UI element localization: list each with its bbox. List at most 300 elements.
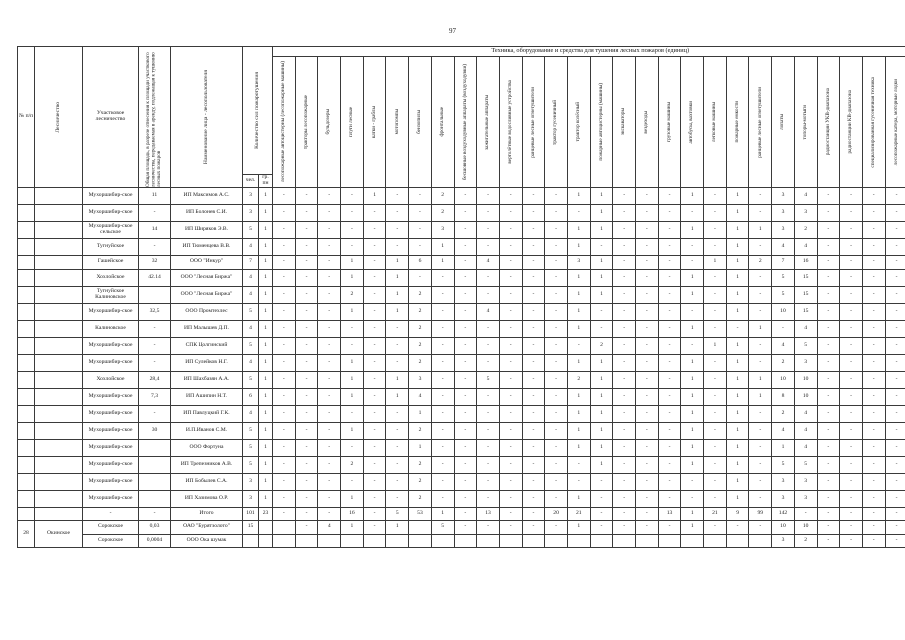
row-equipment-18: - [681, 473, 704, 490]
row-equipment-18: - [681, 337, 704, 354]
row-equipment-23: 10 [794, 521, 817, 535]
row-equipment-27: - [885, 534, 905, 548]
row-equipment-17: - [658, 456, 681, 473]
row-equipment-4: - [363, 256, 386, 270]
row-equipment-24: - [817, 405, 840, 422]
row-lessee: Итого [171, 507, 243, 521]
row-equipment-15: - [613, 456, 636, 473]
row-equipment-24: - [817, 456, 840, 473]
row-equipment-8: - [454, 205, 477, 222]
row-equipment-16: - [636, 490, 659, 507]
row-forestry [35, 388, 83, 405]
row-equipment-21: - [749, 439, 772, 456]
row-equipment-5: 1 [386, 388, 409, 405]
row-equipment-3: - [341, 439, 364, 456]
row-equipment-10: - [499, 269, 522, 286]
row-equipment-16: - [636, 286, 659, 303]
row-groups: 1 [259, 405, 273, 422]
row-equipment-7: - [431, 269, 454, 286]
row-equipment-24: - [817, 269, 840, 286]
row-equipment-3: - [341, 188, 364, 205]
row-groups: 1 [259, 439, 273, 456]
row-equipment-14: 1 [590, 286, 613, 303]
row-equipment-6: 2 [409, 456, 432, 473]
row-equipment-16: - [636, 405, 659, 422]
row-equipment-24: - [817, 303, 840, 320]
row-equipment-7 [431, 534, 454, 548]
row-equipment-5: - [386, 222, 409, 239]
table-row [18, 405, 905, 422]
row-forestry [35, 286, 83, 303]
row-people: 5 [243, 439, 259, 456]
row-equipment-3: 1 [341, 269, 364, 286]
row-equipment-0: - [273, 473, 296, 490]
row-equipment-2: - [318, 320, 341, 337]
row-equipment-11: - [522, 371, 545, 388]
row-equipment-22: 10 [772, 371, 795, 388]
row-equipment-4: - [363, 303, 386, 320]
row-num [18, 490, 35, 507]
row-equipment-1: - [295, 388, 318, 405]
row-equipment-12: - [545, 337, 568, 354]
header-equipment-22: лопаты [772, 57, 795, 188]
row-equipment-24: - [817, 239, 840, 256]
row-equipment-2: - [318, 388, 341, 405]
row-groups: 1 [259, 286, 273, 303]
row-equipment-8: - [454, 222, 477, 239]
row-equipment-1: - [295, 405, 318, 422]
header-forces-groups: гр. пн [259, 175, 273, 188]
header-equipment-27: лесопожарные катера, моторные лодки [885, 57, 905, 188]
row-equipment-16 [636, 534, 659, 548]
row-equipment-27: - [885, 521, 905, 535]
row-equipment-13 [567, 534, 590, 548]
row-equipment-13: 1 [567, 388, 590, 405]
row-equipment-5: - [386, 239, 409, 256]
row-num: 28 [18, 521, 35, 548]
row-equipment-11: - [522, 269, 545, 286]
row-lessee: ООО "Лесная Биржа" [171, 286, 243, 303]
row-equipment-25: - [840, 371, 863, 388]
row-equipment-21: - [749, 405, 772, 422]
row-equipment-25: - [840, 354, 863, 371]
row-equipment-21: 1 [749, 388, 772, 405]
row-num [18, 286, 35, 303]
row-district: Мухоршибир-ское [83, 303, 139, 320]
row-equipment-6: 2 [409, 320, 432, 337]
row-equipment-13: 1 [567, 239, 590, 256]
row-equipment-11: - [522, 507, 545, 521]
row-equipment-16: - [636, 507, 659, 521]
row-equipment-2: - [318, 490, 341, 507]
row-equipment-0: - [273, 354, 296, 371]
row-equipment-18: - [681, 490, 704, 507]
row-equipment-26: - [862, 473, 885, 490]
header-equipment-3: плуги лесные [341, 57, 364, 188]
row-equipment-1: - [295, 507, 318, 521]
row-equipment-16: - [636, 188, 659, 205]
row-equipment-13: 3 [567, 256, 590, 270]
row-equipment-1: - [295, 490, 318, 507]
row-equipment-23: 15 [794, 303, 817, 320]
row-equipment-24: - [817, 534, 840, 548]
row-equipment-22: 1 [772, 439, 795, 456]
row-equipment-6: 1 [409, 405, 432, 422]
row-equipment-15: - [613, 507, 636, 521]
row-equipment-18: 1 [681, 521, 704, 535]
row-groups: 23 [259, 507, 273, 521]
row-equipment-21: - [749, 205, 772, 222]
row-equipment-25: - [840, 388, 863, 405]
row-equipment-26: - [862, 337, 885, 354]
row-equipment-22: 3 [772, 473, 795, 490]
row-equipment-25: - [840, 205, 863, 222]
header-equipment-4: катки - граблы [363, 57, 386, 188]
table-row [18, 507, 905, 521]
row-num [18, 188, 35, 205]
row-lessee: ООО Ока шумак [171, 534, 243, 548]
row-equipment-22: 3 [772, 188, 795, 205]
row-equipment-26: - [862, 222, 885, 239]
row-equipment-11: - [522, 256, 545, 270]
row-equipment-10: - [499, 473, 522, 490]
row-equipment-26: - [862, 534, 885, 548]
row-equipment-19: 1 [704, 256, 727, 270]
row-equipment-22: 4 [772, 239, 795, 256]
row-equipment-19: - [704, 456, 727, 473]
row-equipment-10: - [499, 320, 522, 337]
row-equipment-12: - [545, 521, 568, 535]
row-equipment-19: - [704, 188, 727, 205]
row-district: Мухоршибир-ское [83, 405, 139, 422]
row-equipment-9: - [477, 439, 500, 456]
row-equipment-6: - [409, 222, 432, 239]
row-equipment-0: - [273, 239, 296, 256]
row-equipment-3: 1 [341, 303, 364, 320]
row-equipment-14 [590, 534, 613, 548]
row-forestry [35, 205, 83, 222]
header-row-1 [18, 47, 905, 57]
header-equipment-17: грузовые машины [658, 57, 681, 188]
row-equipment-3: - [341, 405, 364, 422]
row-lessee: ИП Болонев С.И. [171, 205, 243, 222]
row-district: Мухоршибир-ское [83, 388, 139, 405]
row-equipment-13: 1 [567, 354, 590, 371]
row-equipment-22: 3 [772, 222, 795, 239]
row-equipment-11: - [522, 303, 545, 320]
row-equipment-17: - [658, 354, 681, 371]
row-equipment-23: 10 [794, 371, 817, 388]
row-equipment-10: - [499, 303, 522, 320]
row-num [18, 371, 35, 388]
row-equipment-26: - [862, 269, 885, 286]
row-area [139, 456, 171, 473]
row-equipment-21: - [749, 303, 772, 320]
row-equipment-23: 15 [794, 286, 817, 303]
row-equipment-13: 1 [567, 405, 590, 422]
row-equipment-0: - [273, 388, 296, 405]
row-equipment-22: 4 [772, 422, 795, 439]
row-equipment-4: - [363, 320, 386, 337]
row-equipment-20: 1 [726, 456, 749, 473]
row-people: 3 [243, 490, 259, 507]
row-district: Сорокское [83, 521, 139, 535]
row-groups: 1 [259, 456, 273, 473]
row-equipment-2: - [318, 439, 341, 456]
row-equipment-14: 1 [590, 456, 613, 473]
row-equipment-7: - [431, 490, 454, 507]
row-groups: 1 [259, 269, 273, 286]
row-lessee: И.П.Иванов С.М. [171, 422, 243, 439]
row-equipment-15: - [613, 188, 636, 205]
row-num [18, 320, 35, 337]
row-equipment-10: - [499, 188, 522, 205]
row-equipment-5: 1 [386, 286, 409, 303]
header-equipment-15: экскаваторы [613, 57, 636, 188]
row-equipment-0: - [273, 205, 296, 222]
row-equipment-7: - [431, 439, 454, 456]
row-people: 3 [243, 473, 259, 490]
row-lessee: ООО "Лесная Биржа" [171, 269, 243, 286]
row-groups: 1 [259, 256, 273, 270]
row-equipment-15: - [613, 388, 636, 405]
row-equipment-15: - [613, 439, 636, 456]
row-equipment-2: - [318, 354, 341, 371]
row-equipment-14: 2 [590, 337, 613, 354]
row-equipment-27: - [885, 337, 905, 354]
row-equipment-18: 1 [681, 456, 704, 473]
row-equipment-8: - [454, 439, 477, 456]
row-equipment-15: - [613, 269, 636, 286]
row-groups: 1 [259, 239, 273, 256]
row-equipment-9: - [477, 521, 500, 535]
row-area: 30 [139, 422, 171, 439]
header-area: Общая площадь, в разрезе отнесения к площади участкового лесничества, передаваемая в аренду, подлежащая к тушению лесных пожаров [139, 47, 171, 188]
row-equipment-9: - [477, 188, 500, 205]
row-equipment-10: - [499, 256, 522, 270]
row-equipment-24: - [817, 354, 840, 371]
table-row [18, 473, 905, 490]
row-equipment-17: - [658, 422, 681, 439]
row-equipment-1: - [295, 439, 318, 456]
row-equipment-14: - [590, 303, 613, 320]
row-equipment-8 [454, 534, 477, 548]
row-forestry [35, 188, 83, 205]
row-equipment-20: 1 [726, 303, 749, 320]
row-equipment-2: - [318, 303, 341, 320]
row-equipment-26: - [862, 188, 885, 205]
row-equipment-9: - [477, 388, 500, 405]
row-forestry [35, 239, 83, 256]
row-equipment-1: - [295, 239, 318, 256]
row-lessee: ИП Шахбазян А.А. [171, 371, 243, 388]
row-equipment-13: - [567, 337, 590, 354]
row-equipment-9: 5 [477, 371, 500, 388]
row-num [18, 473, 35, 490]
row-lessee: ИП Тюменцева В.В. [171, 239, 243, 256]
row-equipment-23: 4 [794, 439, 817, 456]
page-number: 97 [449, 27, 456, 35]
row-equipment-13: - [567, 205, 590, 222]
row-equipment-3: 1 [341, 256, 364, 270]
row-equipment-14: 1 [590, 205, 613, 222]
row-equipment-13: 2 [567, 371, 590, 388]
row-equipment-26: - [862, 422, 885, 439]
row-equipment-11: - [522, 320, 545, 337]
row-equipment-14: 1 [590, 422, 613, 439]
row-equipment-19: - [704, 473, 727, 490]
row-lessee: ООО Промтехлес [171, 303, 243, 320]
row-equipment-25: - [840, 473, 863, 490]
row-people: 15 [243, 521, 259, 535]
row-equipment-24: - [817, 521, 840, 535]
row-equipment-25: - [840, 521, 863, 535]
row-equipment-22: - [772, 320, 795, 337]
row-equipment-15: - [613, 371, 636, 388]
row-equipment-25: - [840, 320, 863, 337]
row-equipment-27: - [885, 188, 905, 205]
row-equipment-5: - [386, 422, 409, 439]
row-equipment-20: 1 [726, 269, 749, 286]
row-equipment-3: - [341, 320, 364, 337]
table-row [18, 286, 905, 303]
row-lessee: ООО "Инкур" [171, 256, 243, 270]
row-equipment-24: - [817, 286, 840, 303]
row-equipment-17: - [658, 388, 681, 405]
row-equipment-21: 2 [749, 256, 772, 270]
row-people: 5 [243, 422, 259, 439]
row-equipment-21: - [749, 422, 772, 439]
row-equipment-6: 2 [409, 354, 432, 371]
row-people: 5 [243, 337, 259, 354]
row-equipment-25: - [840, 337, 863, 354]
row-area [139, 473, 171, 490]
row-equipment-17: - [658, 205, 681, 222]
row-equipment-17: - [658, 239, 681, 256]
row-equipment-20: 1 [726, 388, 749, 405]
row-equipment-9: 4 [477, 303, 500, 320]
row-equipment-21: - [749, 354, 772, 371]
row-equipment-27: - [885, 388, 905, 405]
row-equipment-20: 1 [726, 439, 749, 456]
row-equipment-18: 1 [681, 439, 704, 456]
row-equipment-20: - [726, 320, 749, 337]
table-row [18, 269, 905, 286]
table-row [18, 205, 905, 222]
row-equipment-5: 1 [386, 521, 409, 535]
row-area: 32,5 [139, 303, 171, 320]
row-lessee: ИП Хазимова О.Р. [171, 490, 243, 507]
row-equipment-0: - [273, 188, 296, 205]
row-equipment-7: - [431, 320, 454, 337]
row-equipment-0: - [273, 269, 296, 286]
row-equipment-0: - [273, 507, 296, 521]
row-lessee: ИП Ашипин Н.Т. [171, 388, 243, 405]
row-equipment-26: - [862, 239, 885, 256]
row-equipment-7: - [431, 303, 454, 320]
row-equipment-18: - [681, 239, 704, 256]
row-equipment-1: - [295, 303, 318, 320]
row-equipment-13: 1 [567, 286, 590, 303]
row-forestry [35, 439, 83, 456]
row-equipment-16: - [636, 303, 659, 320]
row-equipment-0: - [273, 490, 296, 507]
row-equipment-26: - [862, 388, 885, 405]
row-equipment-17: - [658, 320, 681, 337]
row-equipment-27: - [885, 239, 905, 256]
row-equipment-15: - [613, 473, 636, 490]
row-equipment-12: - [545, 354, 568, 371]
row-forestry [35, 490, 83, 507]
row-equipment-21: - [749, 521, 772, 535]
row-equipment-19: - [704, 388, 727, 405]
row-forestry [35, 303, 83, 320]
row-equipment-7: - [431, 354, 454, 371]
row-equipment-15: - [613, 337, 636, 354]
row-equipment-9: - [477, 239, 500, 256]
row-area: 0,03 [139, 521, 171, 535]
row-people: 5 [243, 303, 259, 320]
row-equipment-17: 13 [658, 507, 681, 521]
row-equipment-4: - [363, 388, 386, 405]
row-equipment-1: - [295, 521, 318, 535]
row-equipment-8: - [454, 269, 477, 286]
row-area: - [139, 507, 171, 521]
row-equipment-10: - [499, 405, 522, 422]
row-equipment-21: - [749, 269, 772, 286]
row-equipment-4: - [363, 439, 386, 456]
row-equipment-4: - [363, 222, 386, 239]
row-groups: 1 [259, 473, 273, 490]
row-equipment-6: 2 [409, 337, 432, 354]
row-equipment-3: 1 [341, 490, 364, 507]
row-equipment-11: - [522, 439, 545, 456]
row-groups: 1 [259, 205, 273, 222]
row-equipment-15: - [613, 303, 636, 320]
row-equipment-2 [318, 534, 341, 548]
row-equipment-24: - [817, 256, 840, 270]
row-equipment-1: - [295, 269, 318, 286]
row-equipment-17: - [658, 188, 681, 205]
row-equipment-2: - [318, 222, 341, 239]
row-equipment-13: 1 [567, 269, 590, 286]
row-equipment-22: 3 [772, 534, 795, 548]
row-equipment-7: 1 [431, 239, 454, 256]
row-equipment-23: 10 [794, 388, 817, 405]
row-equipment-17: - [658, 222, 681, 239]
row-equipment-10: - [499, 490, 522, 507]
table-body [18, 188, 905, 548]
row-equipment-23: 4 [794, 405, 817, 422]
row-equipment-20: 9 [726, 507, 749, 521]
row-equipment-7: 1 [431, 507, 454, 521]
row-people: 7 [243, 256, 259, 270]
row-equipment-26: - [862, 286, 885, 303]
row-equipment-9: 13 [477, 507, 500, 521]
row-num [18, 507, 35, 521]
row-people: 4 [243, 286, 259, 303]
table-row [18, 303, 905, 320]
table-row [18, 388, 905, 405]
table-row [18, 337, 905, 354]
row-forestry: Окинское [35, 521, 83, 548]
row-equipment-18: 1 [681, 388, 704, 405]
row-equipment-9: - [477, 286, 500, 303]
row-equipment-6: - [409, 269, 432, 286]
row-equipment-9: - [477, 337, 500, 354]
row-equipment-0: - [273, 422, 296, 439]
row-area: 42.14 [139, 269, 171, 286]
